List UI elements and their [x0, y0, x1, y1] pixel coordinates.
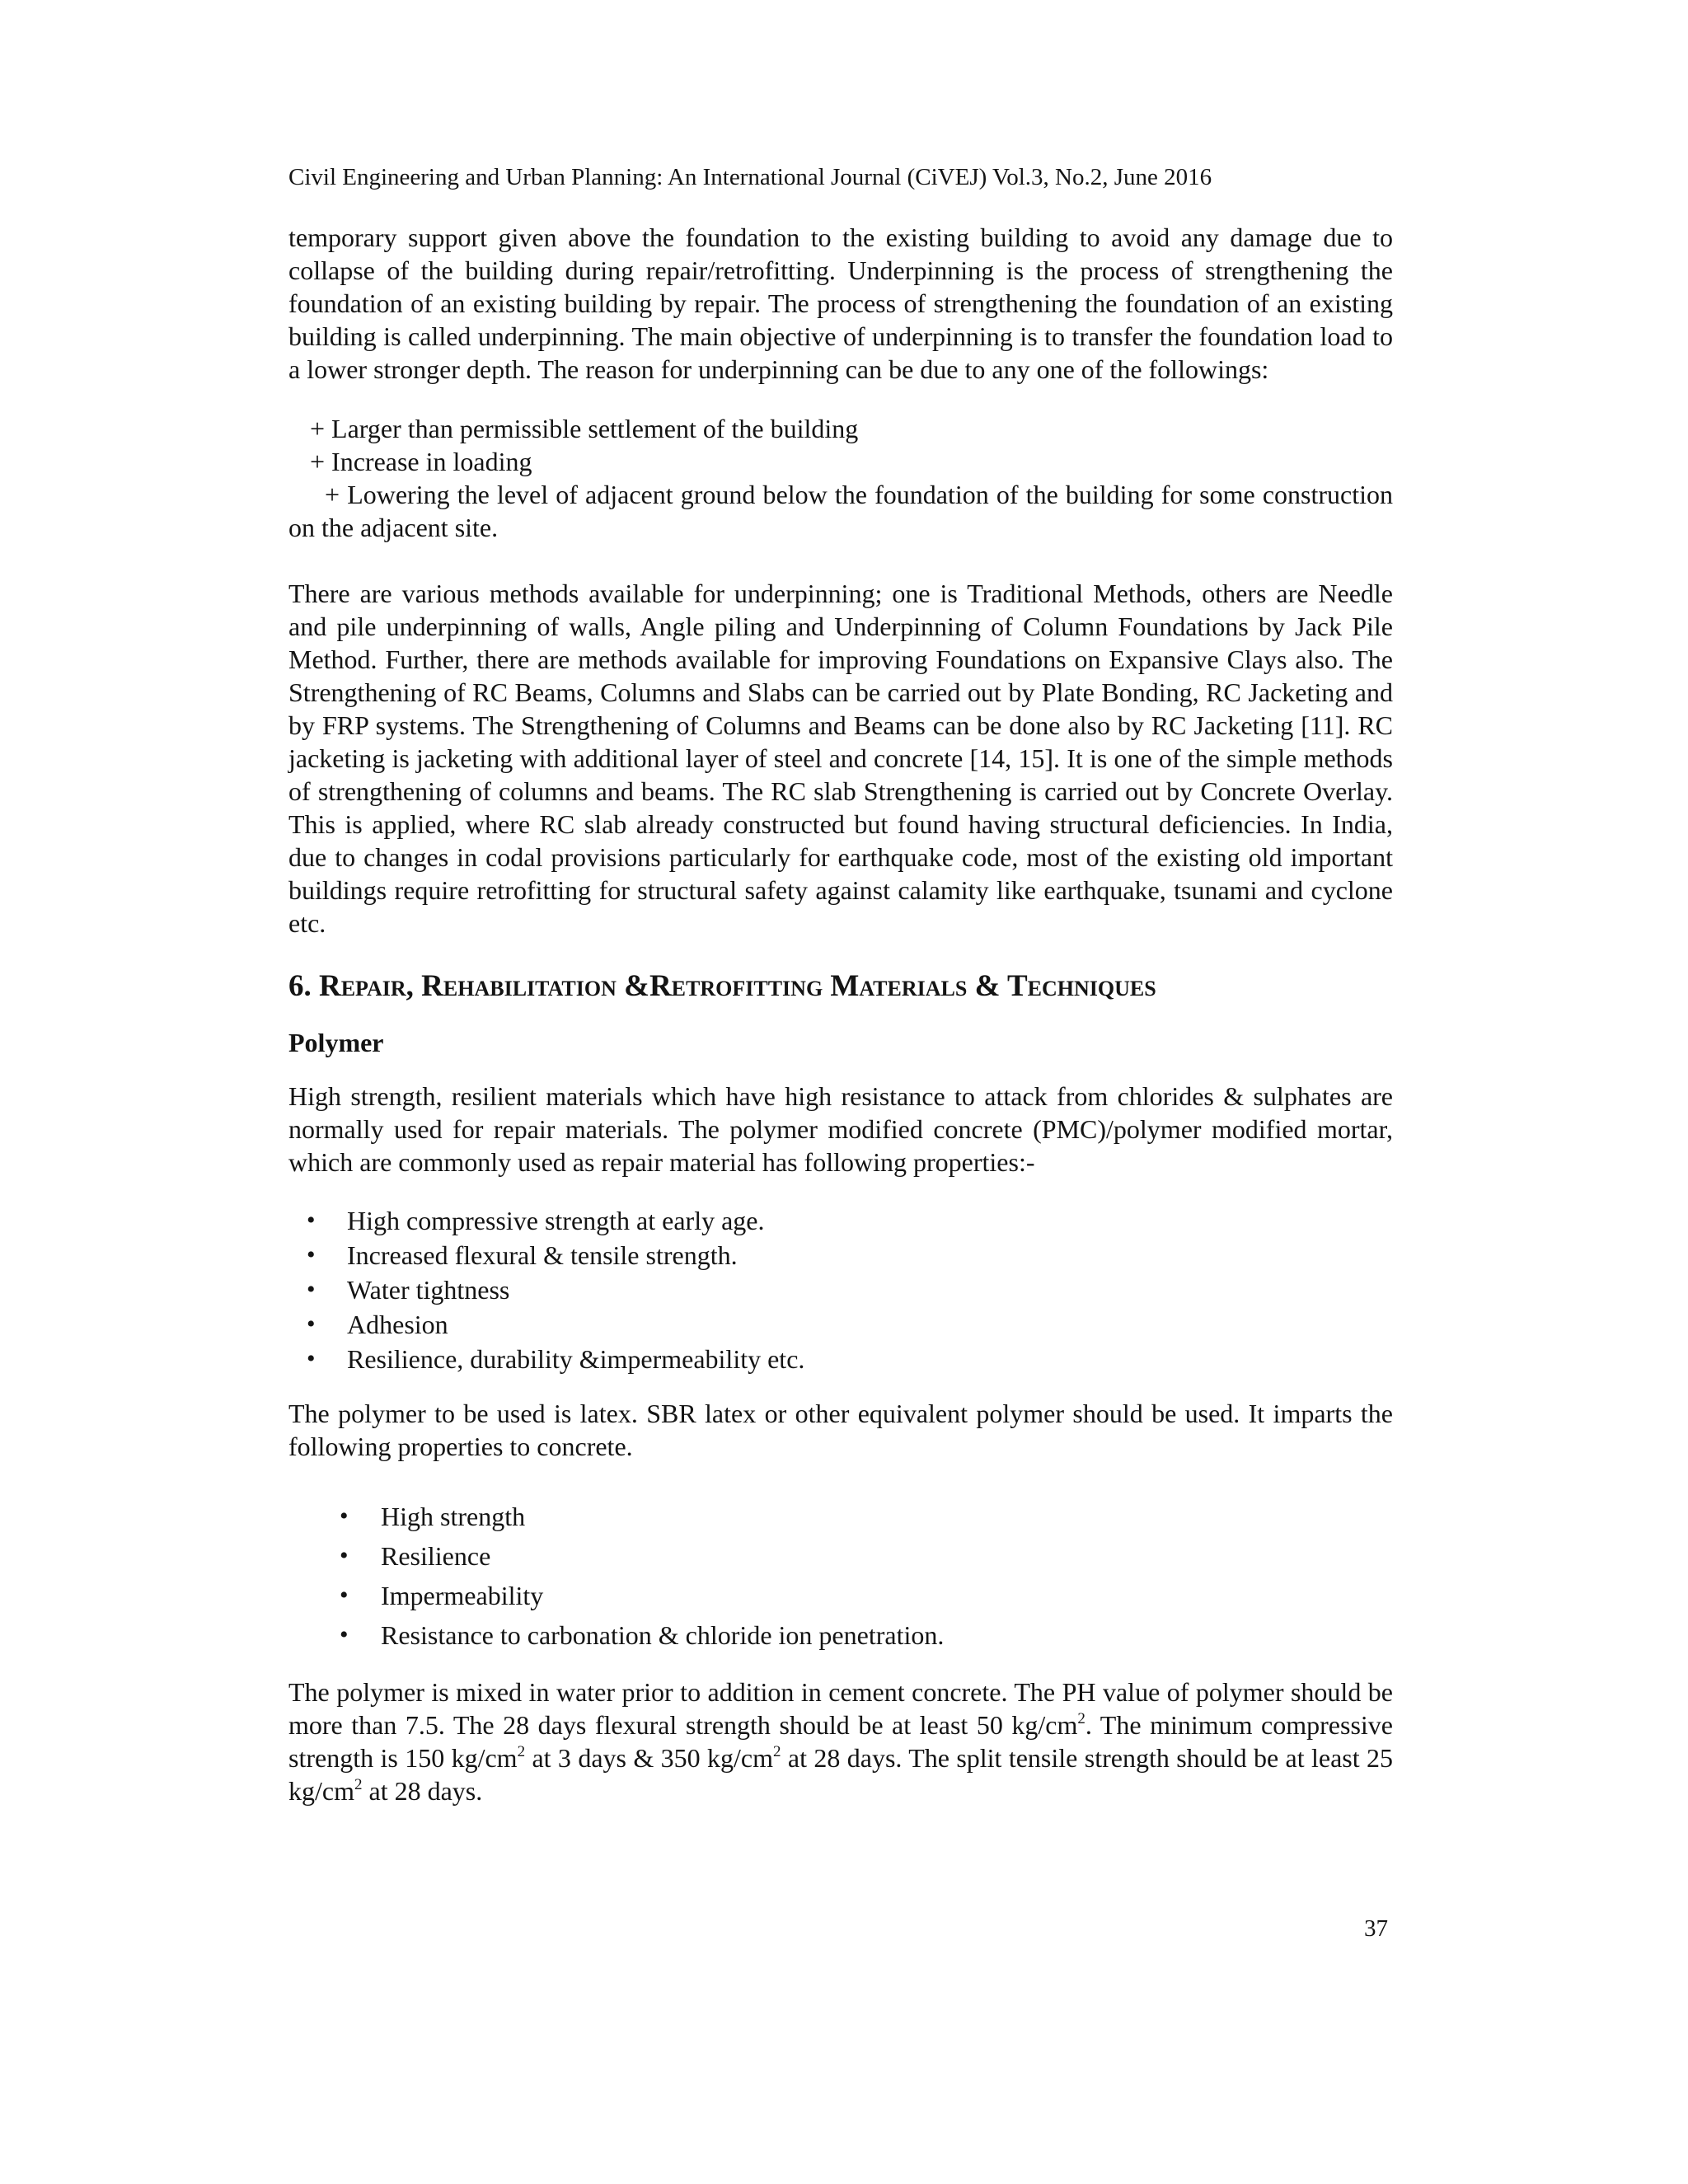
reason-item — [288, 445, 1393, 478]
properties-list — [288, 1203, 804, 1376]
list-item — [288, 1272, 804, 1307]
paragraph-polymer-specs: The polymer is mixed in water prior to addition in cement concrete. The PH value of polymer should be more than 7.5. The 28 days flexural strength should be at least 50 $kg/cm^2$. The minimum compressive strength is 150 $kg/cm^2$ at 3 days & 350 $kg/cm^2$ at 28 days. The split tensile strength should be at least 25 $kg/cm^2$ at 28 days. — [288, 1677, 1394, 1806]
bullet-icon: • — [307, 1345, 316, 1372]
paragraph-polymer-intro: High strength, resilient materials which have high resistance to attack from chlorides & sulphates are normally used for repair materials. The polymer modified concrete (PMC)/polymer modified mortar, which are commonly used as repair material has following properties:- — [288, 1081, 1393, 1177]
section-heading: 6. Repair, Rehabilitation &Retrofitting Materials & Techniques — [288, 969, 1156, 1003]
list-item-text: Impermeability — [381, 1581, 544, 1610]
reason-item — [288, 412, 1393, 445]
list-item — [288, 1238, 804, 1272]
reason-text: Lowering the level of adjacent ground below the foundation of the building for some construction on the adjacent site. — [288, 480, 1394, 542]
bullet-icon: • — [307, 1207, 316, 1234]
plus-marker: + — [310, 414, 326, 443]
bullet-icon: • — [340, 1542, 349, 1569]
reason-text: Larger than permissible settlement of the building — [331, 414, 859, 443]
reason-text: Increase in loading — [331, 447, 532, 476]
list-item-text: Increased flexural & tensile strength. — [347, 1240, 738, 1270]
list-item-text: High strength — [381, 1502, 526, 1531]
bullet-icon: • — [307, 1241, 316, 1268]
list-item-text: Resilience, durability &impermeability etc. — [347, 1344, 805, 1374]
paragraph-underpinning: temporary support given above the foundation to the existing building to avoid any damage due to collapse of the building during repair/retrofitting. Underpinning is the process of strengthening the foundation of an existing building by repair. The process of strengthening the foundation of an existing building is called underpinning. The main objective of underpinning is to transfer the foundation load to a lower stronger depth. The reason for underpinning can be due to any one of the followings: — [288, 223, 1393, 384]
list-item-text: Resilience — [381, 1541, 491, 1571]
bullet-icon: • — [307, 1310, 316, 1338]
reason-item-long — [288, 478, 1393, 544]
bullet-icon: • — [340, 1621, 349, 1648]
list-item-text: Water tightness — [347, 1275, 510, 1305]
list-item — [288, 1536, 944, 1576]
plus-marker: + — [325, 480, 340, 509]
page-number: 37 — [1364, 1915, 1388, 1942]
imparted-properties-list — [288, 1497, 944, 1655]
plus-marker: + — [310, 447, 326, 476]
list-item-text: High compressive strength at early age. — [347, 1206, 765, 1235]
list-item — [288, 1615, 944, 1655]
list-item — [288, 1576, 944, 1615]
list-item — [288, 1307, 804, 1342]
running-header: Civil Engineering and Urban Planning: An International Journal (CiVEJ) Vol.3, No.2, June 2016 — [288, 164, 1212, 190]
superscript: 2 — [1077, 1710, 1085, 1727]
bullet-icon: • — [307, 1276, 316, 1303]
bullet-icon: • — [340, 1502, 349, 1530]
list-item — [288, 1497, 944, 1536]
superscript: 2 — [354, 1776, 363, 1793]
subsection-heading: Polymer — [288, 1028, 384, 1057]
list-item-text: Resistance to carbonation & chloride ion penetration. — [381, 1620, 945, 1650]
bullet-icon: • — [340, 1582, 349, 1609]
superscript: 2 — [517, 1743, 526, 1760]
list-item — [288, 1203, 804, 1238]
list-item — [288, 1342, 804, 1376]
superscript: 2 — [773, 1743, 781, 1760]
paragraph-latex: The polymer to be used is latex. SBR latex or other equivalent polymer should be used. It imparts the following properties to concrete. — [288, 1399, 1393, 1461]
list-item-text: Adhesion — [347, 1310, 448, 1339]
paragraph-methods: There are various methods available for underpinning; one is Traditional Methods, others are Needle and pile underpinning of walls, Angle piling and Underpinning of Column Foundations by Jack Pile Method. Further, there are methods available for improving Foundations on Expansive Clays also. The Strengthening of RC Beams, Columns and Slabs can be carried out by Plate Bonding, RC Jacketing and by FRP systems. The Strengthening of Columns and Beams can be done also by RC Jacketing [11]. RC jacketing is jacketing with additional layer of steel and concrete [14, 15]. It is one of the simple methods of strengthening of columns and beams. The RC slab Strengthening is carried out by Concrete Overlay. This is applied, where RC slab already constructed but found having structural deficiencies. In India, due to changes in codal provisions particularly for earthquake code, most of the existing old important buildings require retrofitting for structural safety against calamity like earthquake, tsunami and cyclone etc. — [288, 579, 1393, 938]
